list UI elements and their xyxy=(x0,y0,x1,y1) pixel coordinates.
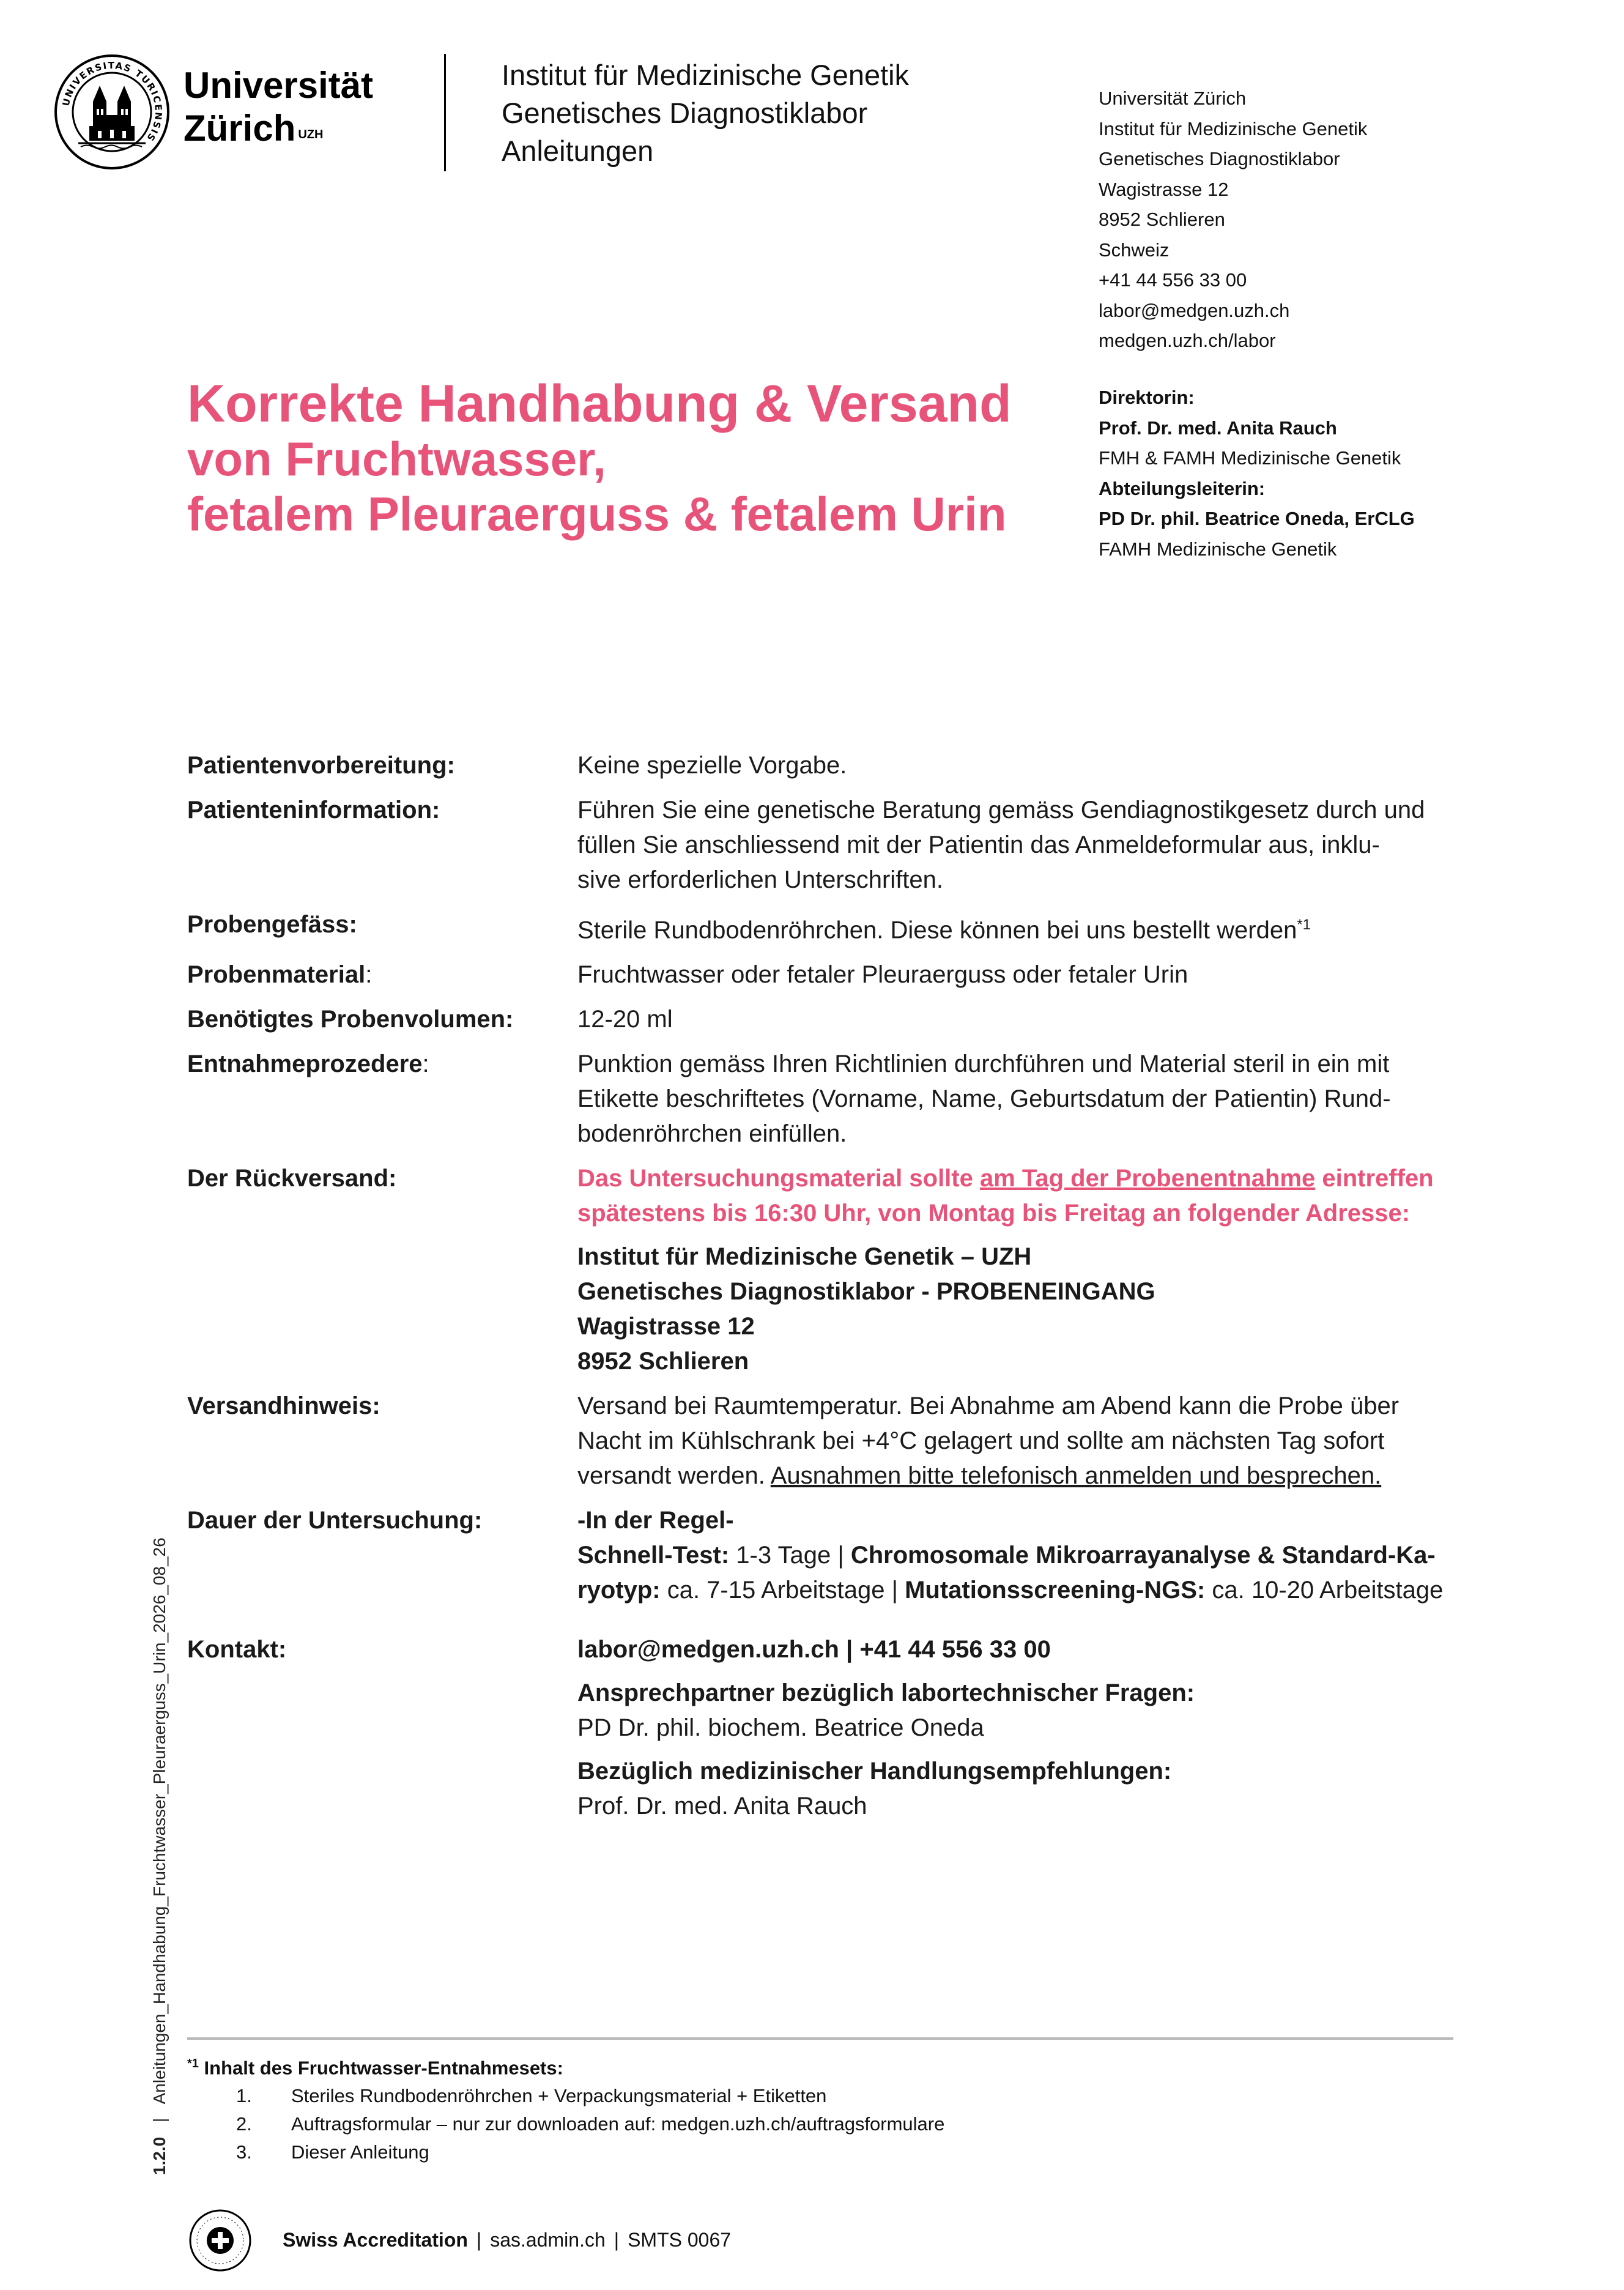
title-line-1: Korrekte Handhabung & Versand xyxy=(187,374,1012,433)
institute-line-3: Anleitungen xyxy=(502,135,654,167)
document-title xyxy=(187,376,1012,541)
address-line: Wagistrasse 12 xyxy=(1099,178,1229,200)
value-line: Versand bei Raumtemperatur. Bei Abnahme am Abend kann die Probe über xyxy=(577,1392,1400,1420)
swiss-accreditation-seal-icon xyxy=(188,2209,252,2272)
footnote-title: $^{*1}$ Inhalt des Fruchtwasser-Entnahmesets: xyxy=(187,2057,563,2079)
field-label: Der Rückversand: xyxy=(187,1165,397,1192)
footnote-divider xyxy=(187,2037,1453,2040)
medical-questions-name: Prof. Dr. med. Anita Rauch xyxy=(577,1793,867,1820)
address-line: 8952 Schlieren xyxy=(1099,209,1225,230)
lab-questions-label: Ansprechpartner bezüglich labortechnischer Fragen: xyxy=(577,1679,1195,1707)
field-value: Fruchtwasser oder fetaler Pleuraerguss oder fetaler Urin xyxy=(577,961,1188,989)
staff-block xyxy=(1099,382,1415,564)
return-address-line: Institut für Medizinische Genetik – UZH xyxy=(577,1243,1032,1271)
row-sample-material xyxy=(187,957,1453,992)
address-line: Genetisches Diagnostiklabor xyxy=(1099,148,1340,169)
shipping-deadline-line: Das Untersuchungsmaterial sollte am Tag der Probenentnahme eintreffen xyxy=(577,1165,1434,1192)
contact-email-phone[interactable]: labor@medgen.uzh.ch | +41 44 556 33 00 xyxy=(577,1636,1051,1664)
address-line: Universität Zürich xyxy=(1099,87,1247,109)
head-label: Abteilungsleiterin: xyxy=(1099,477,1266,499)
field-label: Entnahmeprozedere: xyxy=(187,1050,429,1078)
field-value xyxy=(577,1161,1453,1379)
institute-line-1: Institut für Medizinische Genetik xyxy=(502,59,910,91)
uzh-superscript: UZH xyxy=(298,128,324,141)
header-divider xyxy=(444,54,446,171)
accreditation-line: Swiss Accreditation | sas.admin.ch | SMTS 0067 xyxy=(283,2229,732,2251)
value-line: Punktion gemäss Ihren Richtlinien durchführen und Material steril in ein mit xyxy=(577,1050,1390,1078)
field-label: Benötigtes Probenvolumen: xyxy=(187,1006,514,1033)
director-title: FMH & FAMH Medizinische Genetik xyxy=(1099,447,1401,469)
document-version-filename: 1.2.0 | Anleitungen_Handhabung_Fruchtwasser_Pleuraerguss_Urin_2026_08_26 xyxy=(150,1537,169,2175)
return-address-line: 8952 Schlieren xyxy=(577,1348,749,1375)
row-contact xyxy=(187,1632,1453,1824)
footnote xyxy=(187,2050,944,2166)
lab-questions-name: PD Dr. phil. biochem. Beatrice Oneda xyxy=(577,1714,984,1742)
field-label: Dauer der Untersuchung: xyxy=(187,1507,483,1534)
row-patient-information xyxy=(187,793,1453,898)
address-email: labor@medgen.uzh.ch xyxy=(1099,299,1290,321)
medical-questions-label: Bezüglich medizinischer Handlungsempfehlungen: xyxy=(577,1758,1172,1785)
field-value xyxy=(577,1389,1453,1493)
row-shipping-note xyxy=(187,1389,1453,1493)
field-label: Patientenvorbereitung: xyxy=(187,752,455,779)
value-line: sive erforderlichen Unterschriften. xyxy=(577,866,944,893)
field-label: Patienteninformation: xyxy=(187,797,440,823)
value-line: füllen Sie anschliessend mit der Patientin das Anmeldeformular aus, inklu- xyxy=(577,831,1380,858)
field-value xyxy=(577,793,1453,898)
institute-block xyxy=(502,56,909,170)
row-test-duration xyxy=(187,1503,1453,1608)
return-address-line: Genetisches Diagnostiklabor - PROBENEINGANG xyxy=(577,1278,1155,1306)
row-return-shipping xyxy=(187,1161,1453,1379)
field-label: Probenmaterial: xyxy=(187,961,373,989)
accreditation-name: Swiss Accreditation xyxy=(283,2229,468,2251)
head-name: PD Dr. phil. Beatrice Oneda, ErCLG xyxy=(1099,508,1415,529)
field-value xyxy=(577,1632,1453,1824)
value-line: Führen Sie eine genetische Beratung gemäss Gendiagnostikgesetz durch und xyxy=(577,797,1425,823)
field-label: Kontakt: xyxy=(187,1636,287,1664)
address-website: medgen.uzh.ch/labor xyxy=(1099,330,1276,351)
list-item: 3. Dieser Anleitung xyxy=(236,2141,429,2163)
svg-text:UNIVERSITAS TURICENSIS: UNIVERSITAS TURICENSIS xyxy=(60,59,165,144)
shipping-deadline-line-2: spätestens bis 16:30 Uhr, von Montag bis Freitag an folgender Adresse: xyxy=(577,1200,1411,1227)
field-label: Versandhinweis: xyxy=(187,1392,380,1420)
director-name: Prof. Dr. med. Anita Rauch xyxy=(1099,417,1337,439)
value-line: Schnell-Test: 1-3 Tage | Chromosomale Mikroarrayanalyse & Standard-Ka- xyxy=(577,1542,1436,1569)
university-name-line1: Universität xyxy=(184,65,374,106)
field-value: Keine spezielle Vorgabe. xyxy=(577,752,847,779)
value-line: versandt werden. Ausnahmen bitte telefonisch anmelden und besprechen. xyxy=(577,1462,1382,1490)
title-line-2: von Fruchtwasser, xyxy=(187,432,606,486)
file-name: Anleitungen_Handhabung_Fruchtwasser_Pleuraerguss_Urin_2026_08_26 xyxy=(150,1537,169,2105)
row-patient-preparation xyxy=(187,748,1453,783)
accreditation-site: sas.admin.ch xyxy=(490,2229,606,2251)
list-item: 1. Steriles Rundbodenröhrchen + Verpackungsmaterial + Etiketten xyxy=(236,2085,827,2107)
exceptions-note: Ausnahmen bitte telefonisch anmelden und besprechen. xyxy=(770,1462,1382,1490)
value-line: ryotyp: ca. 7-15 Arbeitstage | Mutationsscreening-NGS: ca. 10-20 Arbeitstage xyxy=(577,1577,1444,1604)
deadline-emphasis: am Tag der Probenentnahme xyxy=(979,1165,1316,1192)
footnote-list xyxy=(187,2082,944,2166)
university-seal-logo xyxy=(54,54,170,170)
field-value xyxy=(577,1047,1453,1151)
director-label: Direktorin: xyxy=(1099,387,1195,408)
value-line: bodenröhrchen einfüllen. xyxy=(577,1120,847,1148)
list-item: 2. Auftragsformular – nur zur downloaden auf: medgen.uzh.ch/auftragsformulare xyxy=(236,2113,945,2135)
field-label: Probengefäss: xyxy=(187,911,357,938)
footnote-reference: *1 xyxy=(1297,916,1311,933)
title-line-3: fetalem Pleuraerguss & fetalem Urin xyxy=(187,487,1007,541)
instruction-form xyxy=(187,748,1453,1834)
address-line: Institut für Medizinische Genetik xyxy=(1099,117,1368,139)
university-name-line2: Zürich $^{UZH}$ xyxy=(184,108,324,149)
version-number: 1.2.0 xyxy=(150,2136,169,2175)
field-value: 12-20 ml xyxy=(577,1006,673,1033)
accreditation-code: SMTS 0067 xyxy=(628,2229,732,2251)
row-sample-container xyxy=(187,907,1453,948)
address-phone: +41 44 556 33 00 xyxy=(1099,269,1247,291)
return-address-line: Wagistrasse 12 xyxy=(577,1313,755,1340)
field-value: Sterile Rundbodenröhrchen. Diese können bei uns bestellt werden$^{*1}$ xyxy=(577,916,1311,944)
field-value xyxy=(577,1503,1453,1608)
head-title: FAMH Medizinische Genetik xyxy=(1099,538,1337,560)
value-line: Etikette beschriftetes (Vorname, Name, Geburtsdatum der Patientin) Rund- xyxy=(577,1085,1391,1113)
row-sample-volume xyxy=(187,1002,1453,1037)
row-collection-procedure xyxy=(187,1047,1453,1151)
address-line: Schweiz xyxy=(1099,239,1170,261)
university-name xyxy=(184,64,373,150)
institute-line-2: Genetisches Diagnostiklabor xyxy=(502,97,868,129)
address-block xyxy=(1099,83,1367,356)
value-line: Nacht im Kühlschrank bei +4°C gelagert und sollte am nächsten Tag sofort xyxy=(577,1427,1385,1455)
duration-heading: -In der Regel- xyxy=(577,1507,734,1534)
